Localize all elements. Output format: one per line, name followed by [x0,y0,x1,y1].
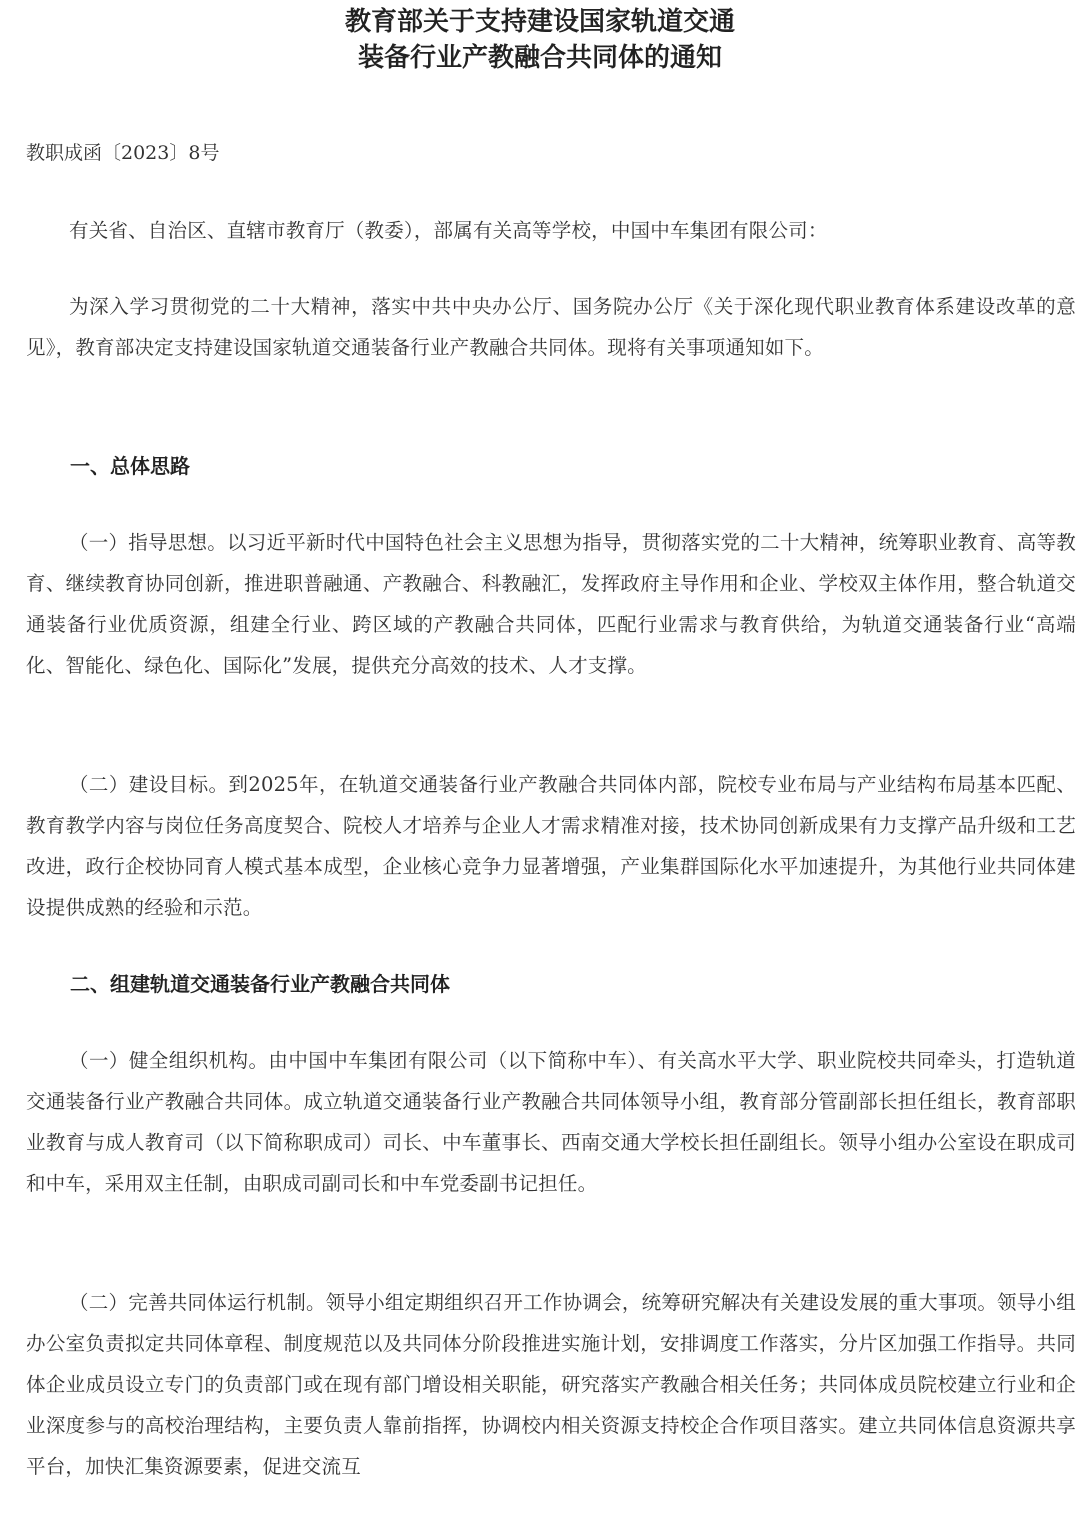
paragraph-guiding-ideology: （一）指导思想。以习近平新时代中国特色社会主义思想为指导，贯彻落实党的二十大精神，统筹职业教育、高等教育、继续教育协同创新，推进职普融通、产教融合、科教融汇，发挥政府主导作用和企业、学校双主体作用，整合轨道交通装备行业优质资源，组建全行业、跨区域的产教融合共同体，匹配行业需求与教育供给，为轨道交通装备行业“高端化、智能化、绿色化、国际化”发展，提供充分高效的技术、人才支撑。 [26,531,1076,677]
section-heading-build-community: 二、组建轨道交通装备行业产教融合共同体 [70,972,450,996]
address-line: 有关省、自治区、直辖市教育厅（教委），部属有关高等学校，中国中车集团有限公司： [69,219,828,242]
document-title-line-2: 装备行业产教融合共同体的通知 [357,43,722,73]
intro-paragraph: 为深入学习贯彻党的二十大精神，落实中共中央办公厅、国务院办公厅《关于深化现代职业教育体系建设改革的意见》，教育部决定支持建设国家轨道交通装备行业产教融合共同体。现将有关事项通知如下。 [26,295,1076,359]
document-number: 教职成函〔2023〕8号 [26,142,220,164]
document-title-line-1: 教育部关于支持建设国家轨道交通 [344,7,735,37]
paragraph-operating-mechanism: （二）完善共同体运行机制。领导小组定期组织召开工作协调会，统筹研究解决有关建设发展的重大事项。领导小组办公室负责拟定共同体章程、制度规范以及共同体分阶段推进实施计划，安排调度工作落实，分片区加强工作指导。共同体企业成员设立专门的负责部门或在现有部门增设相关职能，研究落实产教融合相关任务；共同体成员院校建立行业和企业深度参与的高校治理结构，主要负责人靠前指挥，协调校内相关资源支持校企合作项目落实。建立共同体信息资源共享平台，加快汇集资源要素，促进交流互 [26,1291,1076,1478]
section-heading-overall-approach: 一、总体思路 [70,454,190,478]
paragraph-organization: （一）健全组织机构。由中国中车集团有限公司（以下简称中车）、有关高水平大学、职业院校共同牵头，打造轨道交通装备行业产教融合共同体。成立轨道交通装备行业产教融合共同体领导小组，教育部分管副部长担任组长，教育部职业教育与成人教育司（以下简称职成司）司长、中车董事长、西南交通大学校长担任副组长。领导小组办公室设在职成司和中车，采用双主任制，由职成司副司长和中车党委副书记担任。 [26,1049,1076,1195]
paragraph-construction-goals: （二）建设目标。到2025年，在轨道交通装备行业产教融合共同体内部，院校专业布局与产业结构布局基本匹配、教育教学内容与岗位任务高度契合、院校人才培养与企业人才需求精准对接，技术协同创新成果有力支撑产品升级和工艺改进，政行企校协同育人模式基本成型，企业核心竞争力显著增强，产业集群国际化水平加速提升，为其他行业共同体建设提供成熟的经验和示范。 [26,773,1076,919]
